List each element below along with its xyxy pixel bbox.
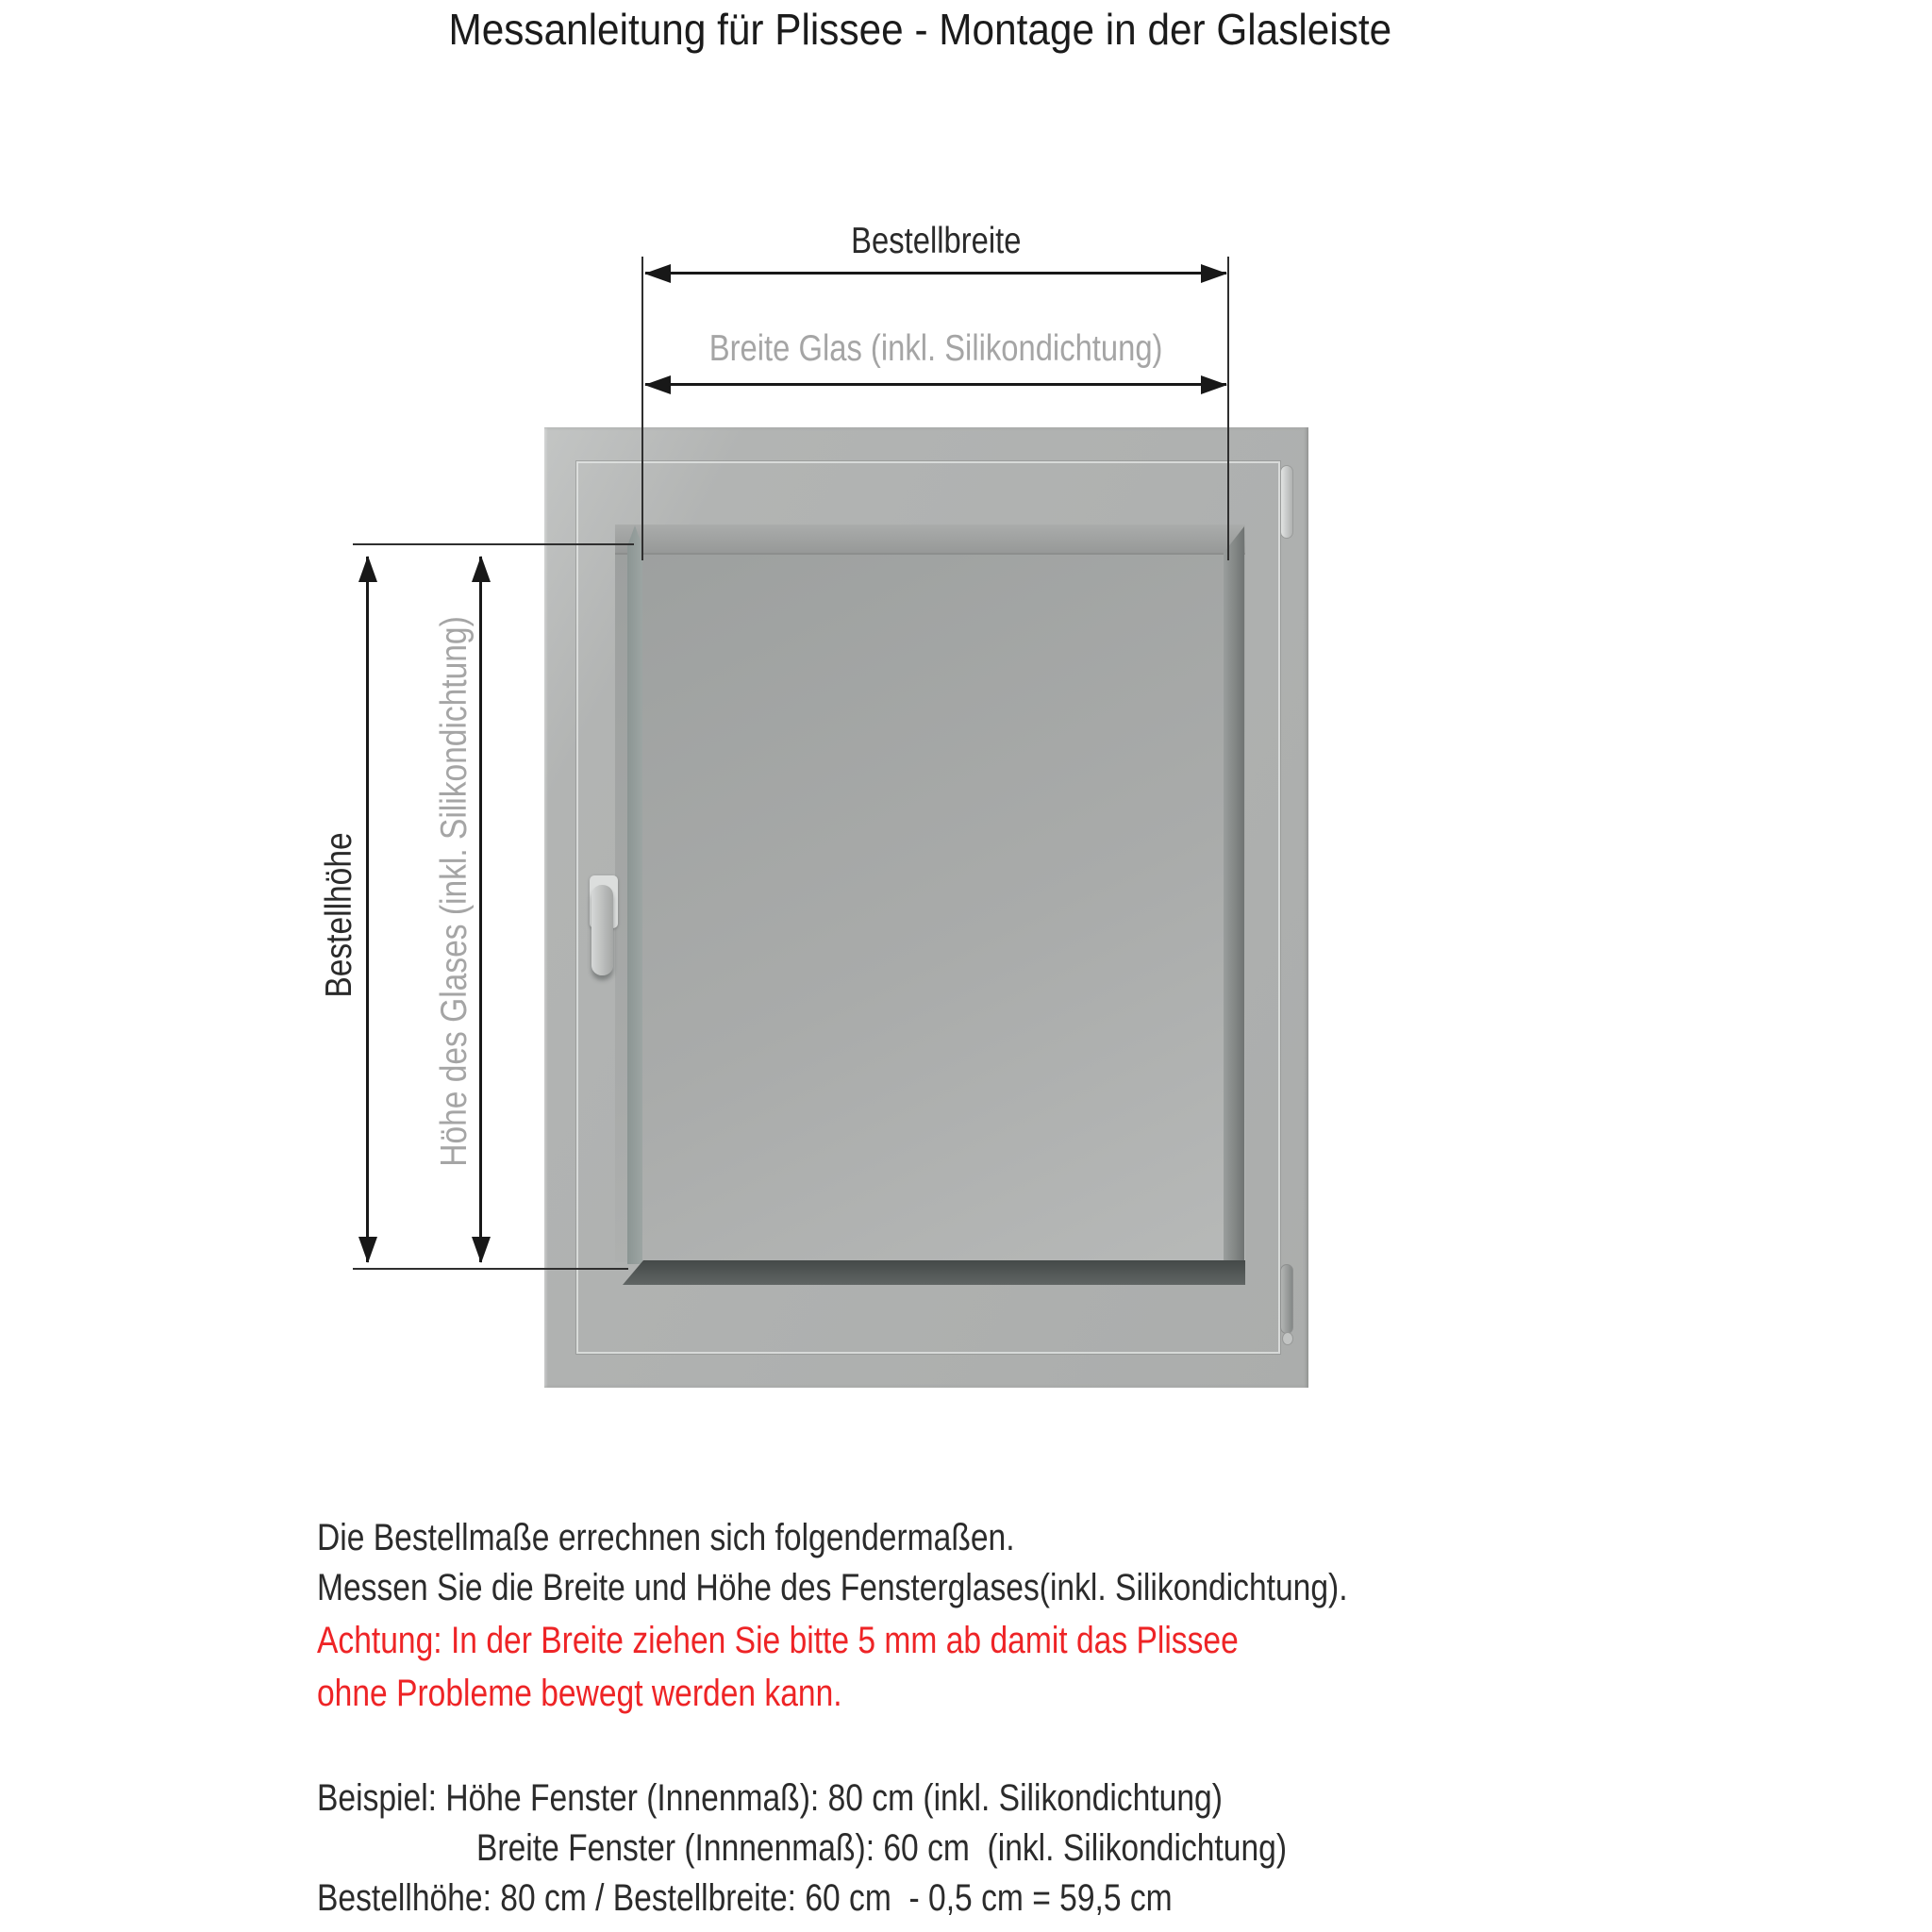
breite-glas-arrow <box>645 383 1226 386</box>
window-glass <box>615 555 1245 1262</box>
window-hinge-knob <box>1282 1332 1293 1345</box>
warning-line-2: ohne Probleme bewegt werden kann. <box>317 1673 842 1714</box>
example-line-2: Breite Fenster (Innnenmaß): 60 cm (inkl. Silikondichtung) <box>476 1827 1288 1869</box>
extension-line-right <box>1227 257 1229 560</box>
window-hinge-bottom <box>1280 1264 1293 1334</box>
example-line-3: Bestellhöhe: 80 cm / Bestellbreite: 60 cm - 0,5 cm = 59,5 cm <box>317 1877 1173 1919</box>
glass-top-edge <box>615 525 1245 555</box>
window-handle <box>591 885 613 975</box>
extension-line-left <box>641 257 643 560</box>
instruction-line-2: Messen Sie die Breite und Höhe des Fensterglases(inkl. Silikondichtung). <box>317 1567 1348 1608</box>
breite-glas-label: Breite Glas (inkl. Silikondichtung) <box>708 328 1163 369</box>
bestellhoehe-arrow <box>366 557 369 1262</box>
extension-line-top <box>353 543 634 545</box>
glass-bevel-bottom <box>623 1260 1245 1285</box>
page-title <box>0 4 1840 55</box>
page-title-text: Messanleitung für Plissee - Montage in der Glasleiste <box>448 5 1391 54</box>
warning-line-1: Achtung: In der Breite ziehen Sie bitte 5 mm ab damit das Plissee <box>317 1620 1239 1661</box>
hoehe-glas-label: Höhe des Glases (inkl. Silikondichtung) <box>434 616 475 1167</box>
bestellbreite-arrow <box>645 272 1226 275</box>
glass-bevel-right <box>1224 526 1244 1262</box>
bestellhoehe-label: Bestellhöhe <box>319 832 359 998</box>
extension-line-bottom <box>353 1268 628 1270</box>
glass-silicone-seal-left <box>627 525 642 1264</box>
window-hinge-top <box>1280 465 1293 539</box>
bestellbreite-label: Bestellbreite <box>850 221 1022 261</box>
instruction-line-1: Die Bestellmaße errechnen sich folgendermaßen. <box>317 1517 1015 1558</box>
hoehe-glas-arrow <box>479 557 482 1262</box>
example-line-1: Beispiel: Höhe Fenster (Innenmaß): 80 cm (inkl. Silikondichtung) <box>317 1777 1223 1819</box>
